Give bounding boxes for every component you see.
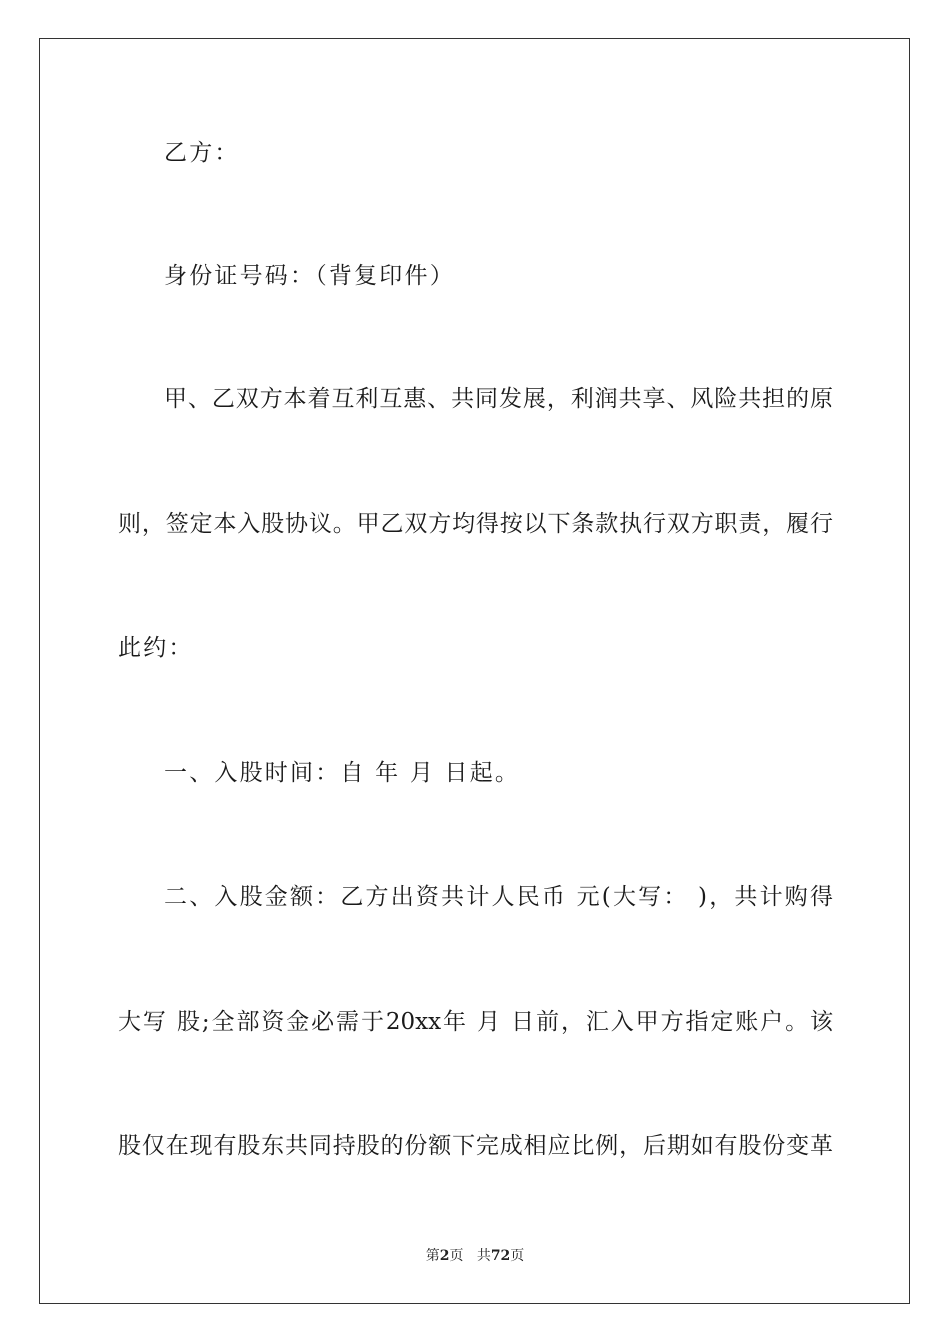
page-footer [0, 1247, 950, 1265]
paragraph-line: 则，签定本入股协议。甲乙双方均得按以下条款执行双方职责，履行 [118, 511, 833, 537]
paragraph-line: 此约： [118, 635, 194, 661]
current-page-number: 2 [439, 1248, 450, 1264]
clause-one: 一、入股时间：自 年 月 日起。 [164, 760, 521, 786]
footer-total-suffix: 页 [510, 1248, 525, 1264]
footer-total-prefix: 共 [476, 1248, 491, 1264]
page-border [39, 38, 910, 1304]
paragraph-line: 甲、乙双方本着互利互惠、共同发展，利润共享、风险共担的原 [164, 386, 833, 412]
party-b-label: 乙方： [164, 140, 240, 166]
clause-two: 二、入股金额：乙方出资共计人民币 元(大写： )，共计购得 [164, 884, 833, 910]
id-number-label: 身份证号码：（背复印件） [164, 263, 455, 289]
paragraph-line: 股仅在现有股东共同持股的份额下完成相应比例，后期如有股份变革 [118, 1133, 833, 1159]
footer-prefix: 第 [425, 1248, 440, 1264]
paragraph-line: 大写 股;全部资金必需于20xx年 月 日前，汇入甲方指定账户。该 [118, 1009, 833, 1035]
total-page-count: 72 [490, 1248, 511, 1264]
footer-page-suffix: 页 [449, 1248, 464, 1264]
